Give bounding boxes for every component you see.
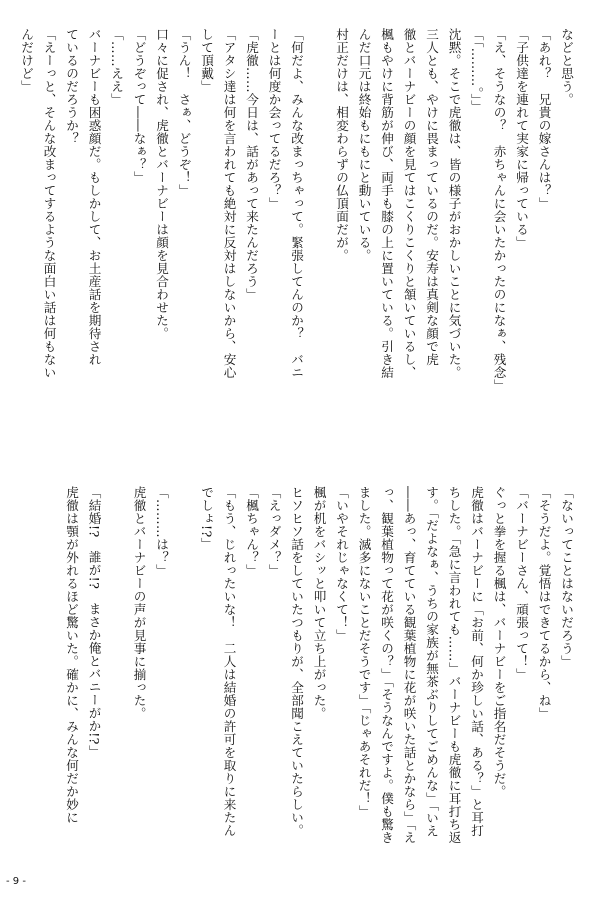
text-line: んだ口元は終始もにもにと動いている。 [356,28,372,262]
text-line: 「ないってことはないだろう」 [559,486,574,668]
top-text-block [19,28,577,450]
text-line: ちした。「急に言われても……」バーナビーも虎徹に耳打ち返 [446,486,462,844]
text-line [105,486,128,888]
text-line: 「楓ちゃん？」 [244,486,259,577]
text-line: ヒソヒソ話をしていたつもりが、全部聞こえていたらしい。 [289,486,304,837]
text-line [172,486,195,888]
text-line: などと思う。 [559,28,574,106]
text-line: 虎徹とバーナビーの声が見事に揃った。 [131,486,147,720]
text-line: 「何だよ、みんな改まっちゃって。緊張してんのか？ バニ [289,28,304,379]
text-line: っ、観葉植物って花が咲くの？」「そうなんですよ。僕も驚き [379,486,394,844]
text-line: んだけど」 [19,28,34,93]
text-line: 「……ええ」 [109,28,124,106]
text-line: 「え、そうなの？ 赤ちゃんに会いたかったのになぁ、残念」 [491,28,507,392]
text-line: 「アタシ達は何を言われても絶対に反対はしないから、安心 [221,28,237,379]
text-line: ーとは何度か会ってるだろ？」 [266,28,282,210]
text-line: 「えっダメ？」 [266,486,282,577]
text-line: 楓もやけに背筋が伸び、両手も膝の上に置いている。引き結 [379,28,394,379]
text-line [307,28,330,450]
page-number: - 9 - [6,876,26,887]
text-line: 「バーナビーさん、頑張って！」 [514,486,529,681]
text-line: 「うん！ さぁ、どうぞ！」 [176,28,192,197]
text-line: 「子供達を連れて実家に帰っている」 [514,28,529,249]
text-line: 村正だけは、相変わらずの仏頂面だが。 [334,28,349,262]
text-line: 「………は？」 [154,486,169,577]
text-line: 楓が机をバシッと叩いて立ち上がった。 [311,486,327,720]
text-line: 虎徹はバーナビーに「お前、何か珍しい話、ある？」と耳打 [469,486,484,837]
text-line: 「もう、じれったいな！ 二人は結婚の許可を取りに来たん [221,486,237,837]
text-line: 口々に促され、虎徹とバーナビーは顔を見合わせた。 [154,28,169,340]
text-line: 三人とも、やけに畏まっているのだ。安寿は真剣な顔で虎 [424,28,439,366]
text-line: でしょ!?」 [199,486,214,551]
text-line: ているのだろうか？ [64,28,79,145]
text-line: 「いやそれじゃなくて！」 [334,486,349,642]
text-line: して頂戴」 [199,28,214,93]
text-line: 虎徹は顎が外れるほど驚いた。確かに、みんな何だか妙に [64,486,79,824]
text-line: 沈黙。そこで虎徹は、皆の様子がおかしいことに気づいた。 [446,28,462,379]
text-line: す。「だよなぁ、うちの家族が無茶ぶりしてごめんな」「いえ [424,486,439,838]
text-line: 「「………。」」 [469,28,484,114]
text-line: 「どうぞって――なぁ？」 [131,28,147,184]
text-line: 徹とバーナビーの顔を見てはこくりこくりと頷いているし、 [401,28,417,379]
text-line: 「虎徹……今日は、話があって来たんだろう」 [244,28,259,301]
text-line: ぐっと拳を握る楓は、バーナビーをご指名だそうだ。 [491,486,507,798]
text-line: バーナビーも困惑顔だ。もしかして、お土産話を期待され [86,28,102,366]
text-line: 「あれ？ 兄貴の嫁さんは？」 [536,28,552,210]
text-line: ――あっ、育てている観葉植物に花が咲いた話とかなら」「え [401,486,417,844]
text-line: 「そうだよ。覚悟はできてるから、ね」 [536,486,552,720]
bottom-text-block [22,486,577,888]
text-line: 「えーっと、そんな改まってするような面白い話は何もない [41,28,57,379]
text-line: 「結婚!? 誰が!? まさか俺とバニーがか!?」 [86,486,102,758]
text-line: ました。滅多にないことだそうです」「じゃあそれだ！」 [356,486,372,818]
